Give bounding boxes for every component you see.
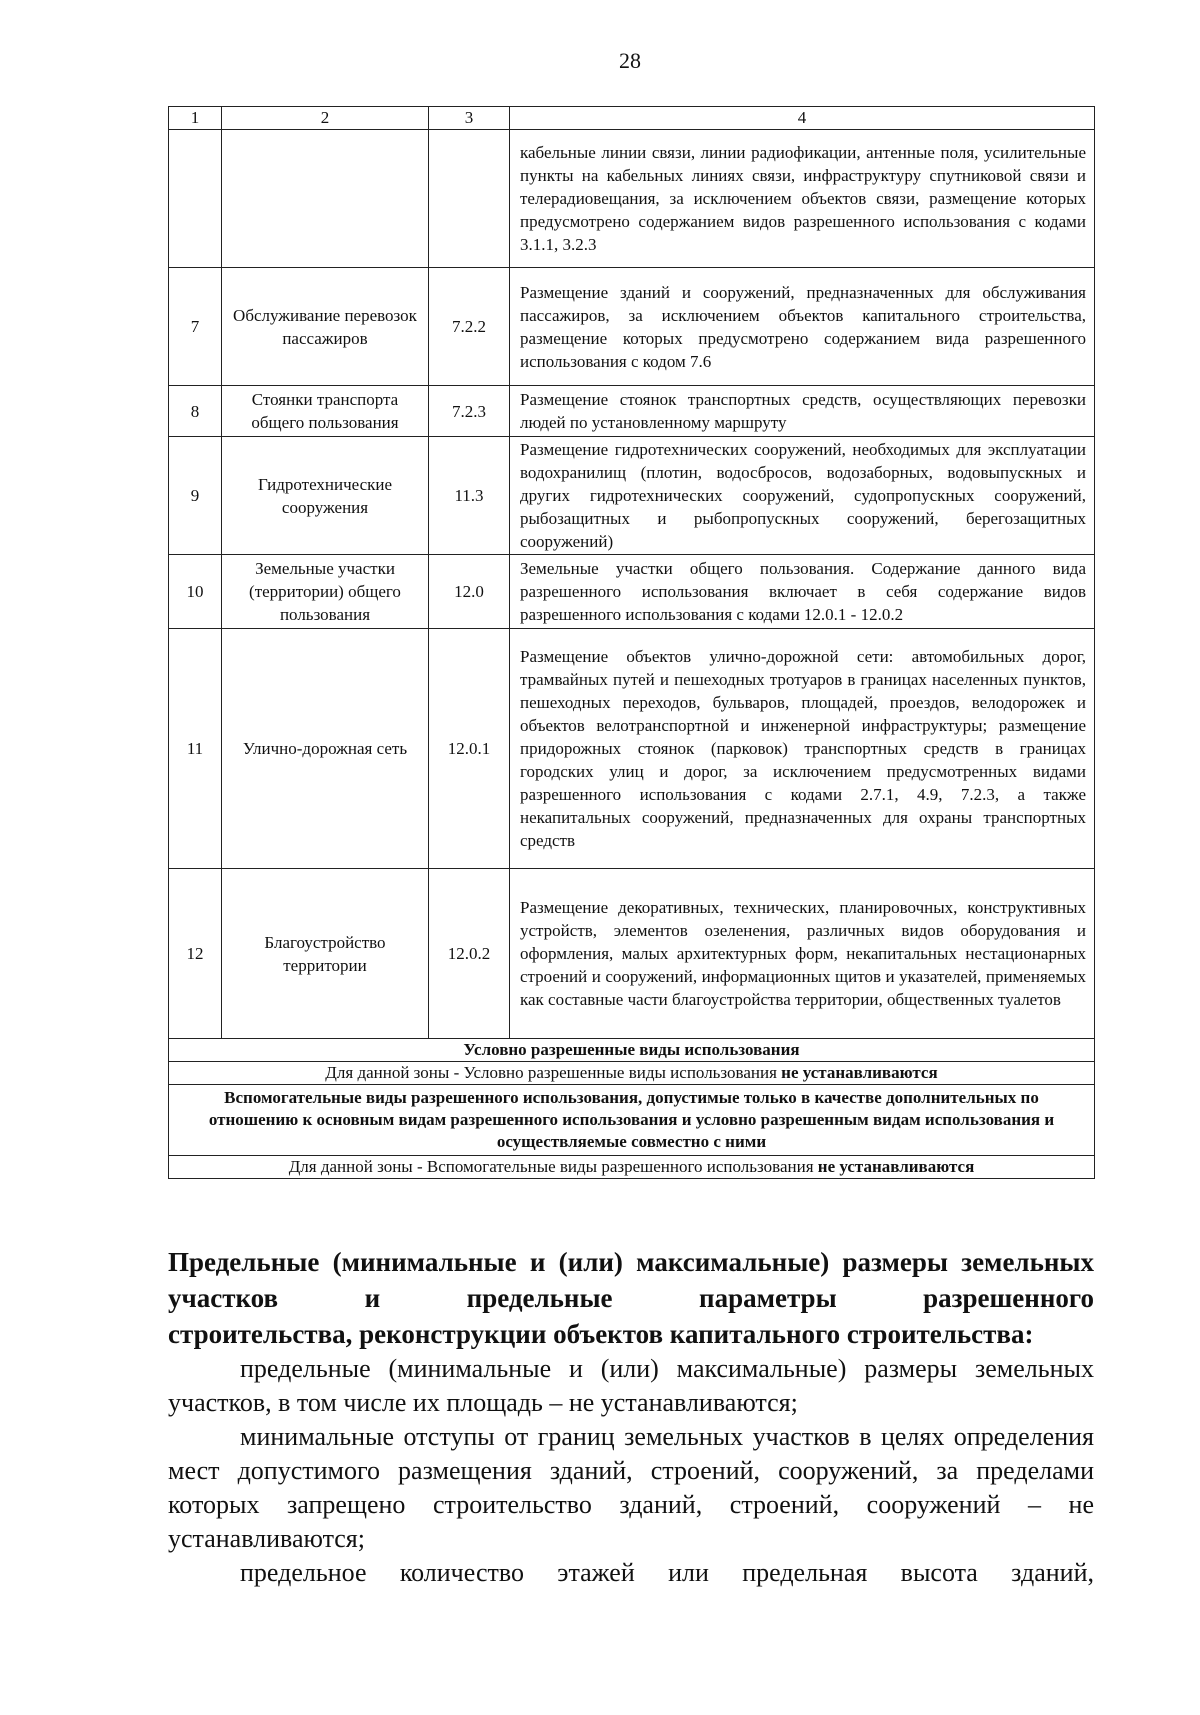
use-name: Стоянки транспорта общего пользования: [222, 386, 429, 437]
use-name: [222, 130, 429, 268]
conditional-uses-heading-row: [169, 1039, 1095, 1062]
land-use-table: [168, 106, 1095, 1179]
use-code: [429, 130, 510, 268]
conditional-note-text: Для данной зоны - Условно разрешенные виды использования: [325, 1063, 782, 1082]
header-cell: 3: [429, 107, 510, 130]
paragraph: минимальные отступы от границ земельных участков в целях определения мест допустимого размещения зданий, строений, сооружений, за пределами которых запрещено строительство зданий, строений, сооружений – не устанавливаются;: [168, 1422, 1094, 1553]
use-code: 7.2.2: [429, 268, 510, 386]
use-name: Земельные участки (территории) общего пользования: [222, 555, 429, 629]
use-name: Благоустройство территории: [222, 869, 429, 1039]
use-description: кабельные линии связи, линии радиофикации, антенные поля, усилительные пункты на кабельных линиях связи, инфраструктуру спутниковой связи и телерадиовещания, за исключением объектов связи, размещение которых предусмотрено содержанием видов разрешенного использования с кодами 3.1.1, 3.2.3: [510, 130, 1095, 268]
auxiliary-uses-heading: Вспомогательные виды разрешенного использования, допустимые только в качестве дополнительных по отношению к основным видам разрешенного использования и условно разрешенным видам использования и осуществляемые совместно с ними: [169, 1085, 1095, 1156]
header-cell: 1: [169, 107, 222, 130]
table-header-row: [169, 107, 1095, 130]
paragraph: предельные (минимальные и (или) максимальные) размеры земельных участков, в том числе их площадь – не устанавливаются;: [168, 1354, 1094, 1417]
use-name: Обслуживание перевозок пассажиров: [222, 268, 429, 386]
conditional-uses-note: [169, 1062, 1095, 1085]
table-row: [169, 629, 1095, 869]
section-heading-line: Предельные (минимальные и (или) максимальные) размеры земельных участков и предельные параметры разрешенного: [168, 1247, 1094, 1313]
auxiliary-uses-heading-row: [169, 1085, 1095, 1156]
use-description: Размещение стоянок транспортных средств, осуществляющих перевозки людей по установленному маршруту: [510, 386, 1095, 437]
table-row: [169, 437, 1095, 555]
table-row: [169, 869, 1095, 1039]
auxiliary-note-text: Для данной зоны - Вспомогательные виды разрешенного использования: [288, 1157, 818, 1176]
parameters-section: [168, 1244, 1094, 1590]
row-number: 8: [169, 386, 222, 437]
use-code: 11.3: [429, 437, 510, 555]
row-number: 9: [169, 437, 222, 555]
header-cell: 2: [222, 107, 429, 130]
use-code: 7.2.3: [429, 386, 510, 437]
conditional-uses-note-row: [169, 1062, 1095, 1085]
paragraph: предельное количество этажей или предельная высота зданий,: [240, 1558, 1094, 1587]
auxiliary-note-bold: не устанавливаются: [817, 1157, 975, 1176]
table-row: [169, 555, 1095, 629]
section-heading-line: строительства, реконструкции объектов капитального строительства:: [168, 1319, 1034, 1349]
use-description: Размещение зданий и сооружений, предназначенных для обслуживания пассажиров, за исключением объектов капитального строительства, размещение которых предусмотрено содержанием вида разрешенного использования с кодом 7.6: [510, 268, 1095, 386]
use-description: Размещение гидротехнических сооружений, необходимых для эксплуатации водохранилищ (плотин, водосбросов, водозаборных, водовыпускных и других гидротехнических сооружений, судопропускных сооружений, рыбозащитных и рыбопропускных сооружений, берегозащитных сооружений): [510, 437, 1095, 555]
table-row: [169, 386, 1095, 437]
auxiliary-uses-note: [169, 1156, 1095, 1179]
use-description: Земельные участки общего пользования. Содержание данного вида разрешенного использования включает в себя содержание видов разрешенного использования с кодами 12.0.1 - 12.0.2: [510, 555, 1095, 629]
use-description: Размещение декоративных, технических, планировочных, конструктивных устройств, элементов озеленения, различных видов оборудования и оформления, малых архитектурных форм, некапитальных нестационарных строений и сооружений, информационных щитов и указателей, применяемых как составные части благоустройства территории, общественных туалетов: [510, 869, 1095, 1039]
auxiliary-uses-note-row: [169, 1156, 1095, 1179]
use-name: Улично-дорожная сеть: [222, 629, 429, 869]
use-name: Гидротехнические сооружения: [222, 437, 429, 555]
page-number: 28: [619, 48, 641, 73]
use-code: 12.0.1: [429, 629, 510, 869]
table-row: [169, 268, 1095, 386]
table-row: [169, 130, 1095, 268]
row-number: 11: [169, 629, 222, 869]
use-code: 12.0.2: [429, 869, 510, 1039]
row-number: 12: [169, 869, 222, 1039]
use-description: Размещение объектов улично-дорожной сети: автомобильных дорог, трамвайных путей и пешеходных тротуаров в границах населенных пунктов, пешеходных переходов, бульваров, площадей, проездов, велодорожек и объектов велотранспортной и инженерной инфраструктуры; размещение придорожных стоянок (парковок) транспортных средств в границах городских улиц и дорог, за исключением предусмотренных видами разрешенного использования с кодами 2.7.1, 4.9, 7.2.3, а также некапитальных сооружений, предназначенных для охраны транспортных средств: [510, 629, 1095, 869]
use-code: 12.0: [429, 555, 510, 629]
conditional-uses-heading: Условно разрешенные виды использования: [169, 1039, 1095, 1062]
row-number: 7: [169, 268, 222, 386]
row-number: [169, 130, 222, 268]
row-number: 10: [169, 555, 222, 629]
header-cell: 4: [510, 107, 1095, 130]
section-heading: [168, 1244, 1094, 1352]
conditional-note-bold: не устанавливаются: [781, 1063, 938, 1082]
